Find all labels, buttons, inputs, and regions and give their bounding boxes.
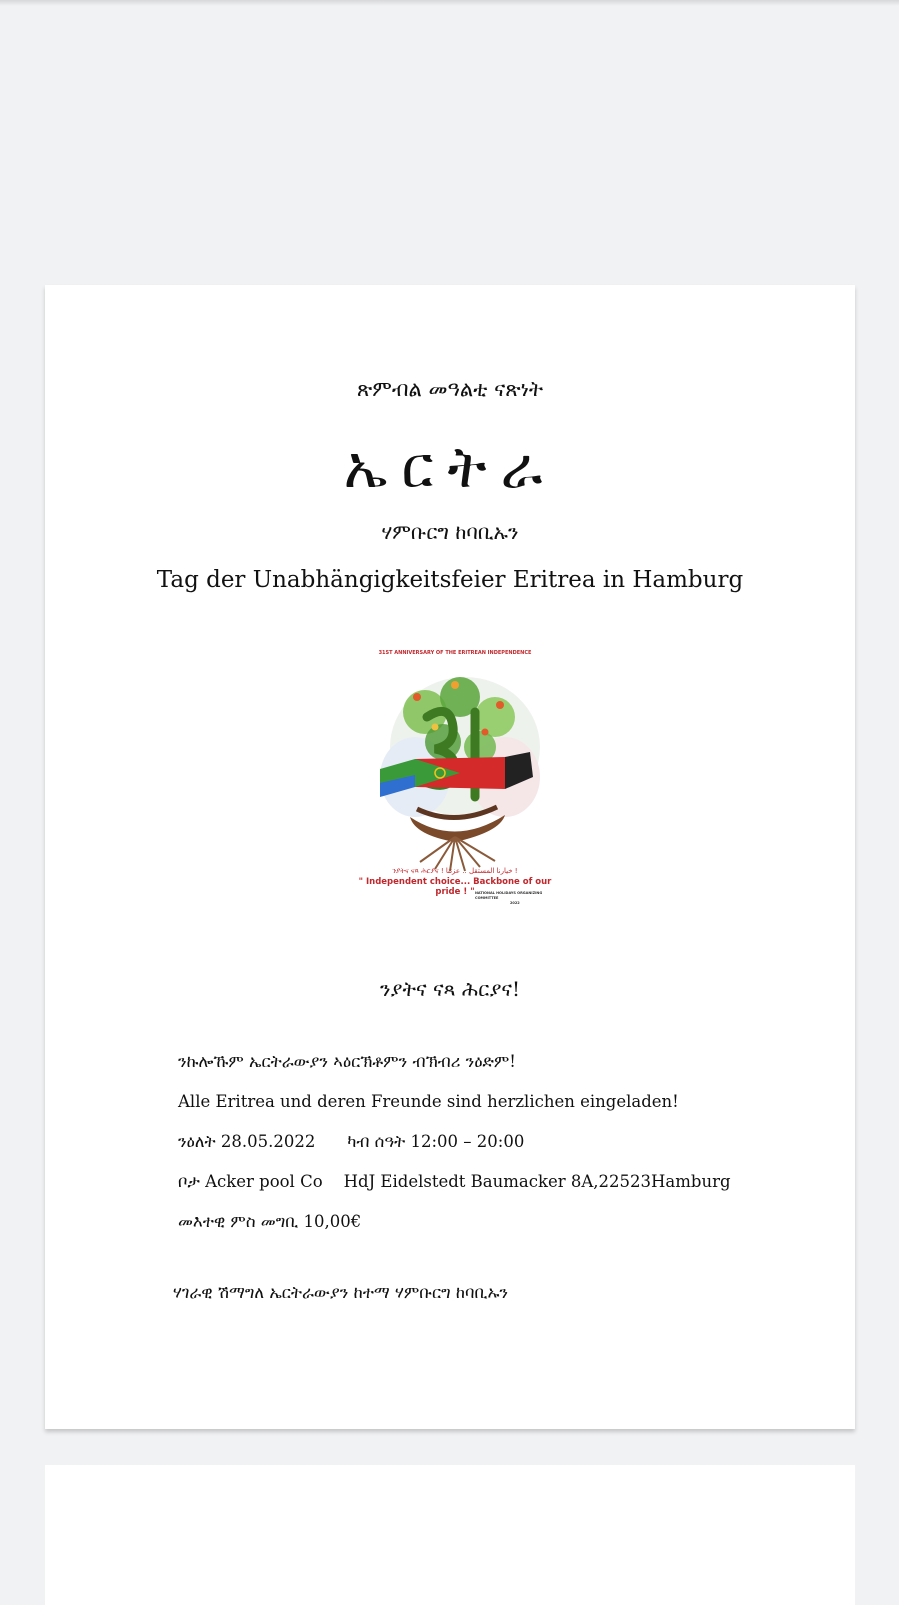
- date-value: 28.05.2022: [220, 1132, 316, 1151]
- venue-line: [178, 1172, 731, 1192]
- organizer: ሃገራዊ ሽማግለ ኤርትራውያን ከተማ ሃምቡርግ ከባቢኡን: [173, 1283, 509, 1302]
- poster-footer-line1: NATIONAL HOLIDAYS ORGANIZING COMMITTEE: [475, 891, 543, 900]
- heading-big: ኤርትራ: [343, 433, 557, 501]
- next-document-page: [45, 1465, 855, 1605]
- anniversary-poster: [355, 647, 555, 905]
- heading-small: ጽምብል መዓልቲ ናጽነት: [356, 377, 544, 401]
- poster-footer: [475, 891, 555, 906]
- invite-tigrinya: ንኩሎኹም ኤርትራውያን ኣዕርኽቶምን ብኽብሪ ንዕድም!: [178, 1052, 516, 1071]
- fee-label: መእተዊ ምስ መግቢ: [178, 1212, 299, 1231]
- document-page: [45, 285, 855, 1429]
- poster-headline: 31ST ANNIVERSARY OF THE ERITREAN INDEPENDENCE: [378, 650, 532, 656]
- date-time-line: [178, 1132, 524, 1152]
- venue-value: Acker pool Co HdJ Eidelstedt Baumacker 8A,22523Hamburg: [205, 1172, 731, 1191]
- fee-line: [178, 1212, 361, 1232]
- time-label: ካብ ሰዓት: [347, 1132, 406, 1151]
- city-tigrinya: ሃምቡርግ ከባቢኡን: [381, 520, 519, 544]
- poster-tagline-english: " Independent choice... Backbone of our pride ! ": [358, 877, 552, 897]
- title-german: Tag der Unabhängigkeitsfeier Eritrea in Hamburg: [156, 567, 744, 593]
- fee-value: 10,00€: [303, 1212, 362, 1231]
- venue-label: ቦታ: [178, 1172, 200, 1191]
- poster-tagline-tigrinya-arabic: ንያትና ናጻ ሕርያና ! خيارنا المستقل .. عزتنا !: [392, 867, 518, 875]
- poster-illustration: [355, 657, 555, 872]
- top-shadow-bar: [0, 0, 899, 6]
- invite-german: Alle Eritrea und deren Freunde sind herzlichen eingeladen!: [178, 1092, 679, 1111]
- date-label: ንዕለት: [178, 1132, 216, 1151]
- poster-footer-line2: 2022: [510, 901, 520, 905]
- slogan: ንያትና ናጻ ሕርያና!: [379, 977, 521, 1001]
- time-value: 12:00 – 20:00: [410, 1132, 525, 1151]
